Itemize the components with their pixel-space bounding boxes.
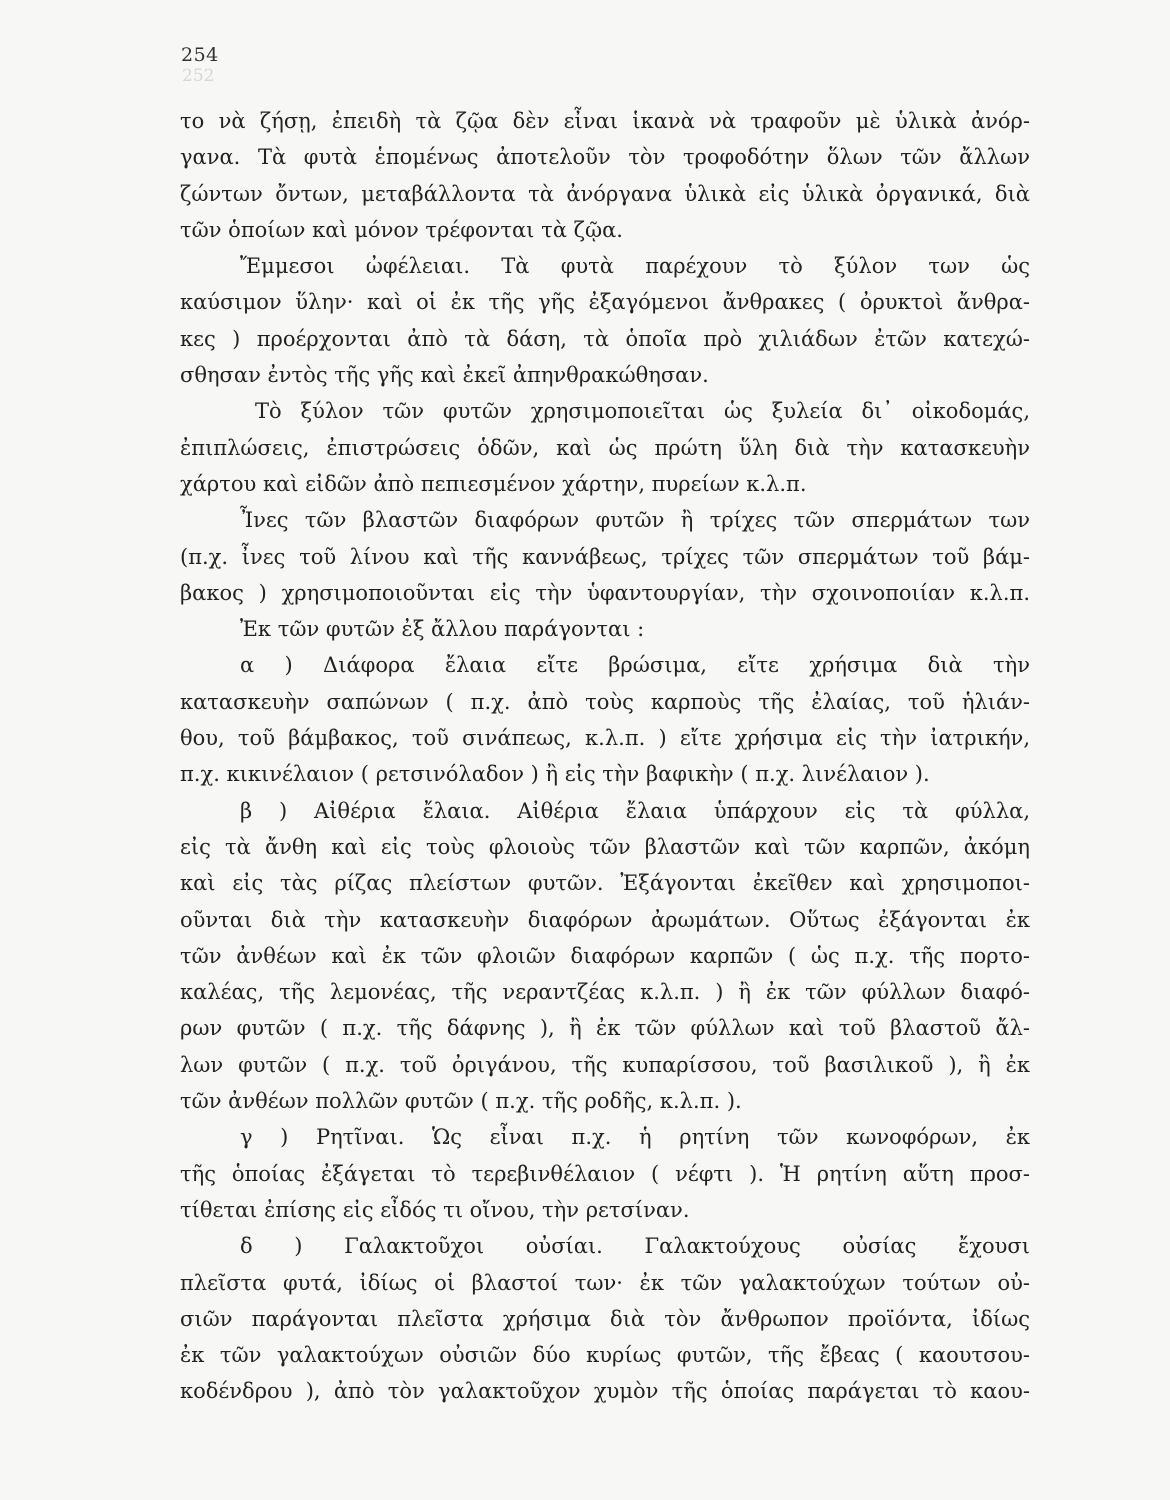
text-line: (π.χ. ἶνες τοῦ λίνου καὶ τῆς καννάβεως, τρίχες τῶν σπερμάτων τοῦ βάμ- [180,544,1030,569]
text-line: ἐκ τῶν γαλακτούχων οὐσιῶν δύο κυρίως φυτῶν, τῆς ἔβεας ( καουτσου- [180,1343,1030,1368]
text-line: καλέας, τῆς λεμονέας, τῆς νεραντζέας κ.λ.π. ) ἢ ἐκ τῶν φύλλων διαφό- [180,980,1030,1005]
text-line: λων φυτῶν ( π.χ. τοῦ ὀριγάνου, τῆς κυπαρίσσου, τοῦ βασιλικοῦ ), ἢ ἐκ [180,1052,1030,1077]
text-line: εἰς τὰ ἄνθη καὶ εἰς τοὺς φλοιοὺς τῶν βλαστῶν καὶ τῶν καρπῶν, ἀκόμη [180,834,1030,859]
text-line: τῶν ὁποίων καὶ μόνον τρέφονται τὰ ζῷα. [180,217,623,242]
text-line: χάρτου καὶ εἰδῶν ἀπὸ πεπιεσμένον χάρτην, πυρείων κ.λ.π. [180,471,807,496]
text-line: σθησαν ἐντὸς τῆς γῆς καὶ ἐκεῖ ἀπηνθρακώθησαν. [180,363,709,388]
body-text [180,103,1030,1410]
text-line: τῶν ἀνθέων πολλῶν φυτῶν ( π.χ. τῆς ροδῆς, κ.λ.π. ). [180,1089,742,1114]
text-line: θου, τοῦ βάμβακος, τοῦ σινάπεως, κ.λ.π. ) εἴτε χρήσιμα εἰς τὴν ἰατρικήν, [180,726,1030,751]
text-line: κες ) προέρχονται ἀπὸ τὰ δάση, τὰ ὁποῖα πρὸ χιλιάδων ἐτῶν κατεχώ- [180,326,1030,351]
text-line: καύσιμον ὕλην· καὶ οἱ ἐκ τῆς γῆς ἐξαγόμενοι ἄνθρακες ( ὀρυκτοὶ ἄνθρα- [180,290,1030,315]
text-line: πλεῖστα φυτά, ἰδίως οἱ βλαστοί των· ἐκ τῶν γαλακτούχων τούτων οὐ- [180,1270,1030,1295]
text-line: σιῶν παράγονται πλεῖστα χρήσιμα διὰ τὸν ἄνθρωπον προϊόντα, ἰδίως [180,1306,1030,1331]
section-heading-line: δ ) Γαλακτοῦχοι οὐσίαι. Γαλακτούχους οὐσίας ἔχουσι [240,1234,1030,1259]
text-line: Τὸ ξύλον τῶν φυτῶν χρησιμοποιεῖται ὡς ξυλεία δι᾿ οἰκοδομάς, [255,399,1030,424]
text-line: το νὰ ζήσῃ, ἐπειδὴ τὰ ζῷα δὲν εἶναι ἱκανὰ νὰ τραφοῦν μὲ ὑλικὰ ἀνόρ- [180,109,1030,133]
bleed-through-page-number: 252 [182,66,215,86]
text-line: γανα. Τὰ φυτὰ ἑπομένως ἀποτελοῦν τὸν τροφοδότην ὅλων τῶν ἄλλων [180,145,1030,170]
text-line: τῆς ὁποίας ἐξάγεται τὸ τερεβινθέλαιον ( νέφτι ). Ἡ ρητίνη αὕτη προσ- [180,1161,1030,1186]
text-line: κοδένδρου ), ἀπὸ τὸν γαλακτοῦχον χυμὸν τῆς ὁποίας παράγεται τὸ καου- [180,1379,1030,1404]
text-line: Ἐκ τῶν φυτῶν ἐξ ἄλλου παράγονται : [240,617,645,642]
text-line: π.χ. κικινέλαιον ( ρετσινόλαδον ) ἢ εἰς τὴν βαφικὴν ( π.χ. λινέλαιον ). [180,762,930,787]
section-heading-line: Ἔμμεσοι ὠφέλειαι. Τὰ φυτὰ παρέχουν τὸ ξύλον των ὡς [240,254,1030,279]
section-heading-line: β ) Αἰθέρια ἔλαια. Αἰθέρια ἔλαια ὑπάρχουν εἰς τὰ φύλλα, [240,798,1030,823]
text-line: τίθεται ἐπίσης εἰς εἶδός τι οἴνου, τὴν ρετσίναν. [180,1197,690,1222]
text-line: ζώντων ὄντων, μεταβάλλοντα τὰ ἀνόργανα ὑλικὰ εἰς ὑλικὰ ὀργανικά, διὰ [180,181,1030,206]
text-line: οῦνται διὰ τὴν κατασκευὴν διαφόρων ἀρωμάτων. Οὕτως ἐξάγονται ἐκ [180,907,1030,932]
text-line: καὶ εἰς τὰς ρίζας πλείστων φυτῶν. Ἐξάγονται ἐκεῖθεν καὶ χρησιμοποι- [180,871,1030,896]
text-line: βακος ) χρησιμοποιοῦνται εἰς τὴν ὑφαντουργίαν, τὴν σχοινοποιίαν κ.λ.π. [180,580,1030,605]
section-heading-line: γ ) Ρητῖναι. Ὡς εἶναι π.χ. ἡ ρητίνη τῶν κωνοφόρων, ἐκ [240,1125,1030,1150]
text-line: Ἶνες τῶν βλαστῶν διαφόρων φυτῶν ἢ τρίχες τῶν σπερμάτων των [240,508,1030,533]
text-line: κατασκευὴν σαπώνων ( π.χ. ἀπὸ τοὺς καρποὺς τῆς ἐλαίας, τοῦ ἡλιάν- [180,689,1030,714]
page-number: 254 [181,44,219,66]
section-heading-line: α ) Διάφορα ἔλαια εἴτε βρώσιμα, εἴτε χρήσιμα διὰ τὴν [240,653,1030,678]
text-line: ἐπιπλώσεις, ἐπιστρώσεις ὁδῶν, καὶ ὡς πρώτη ὕλη διὰ τὴν κατασκευὴν [180,435,1030,460]
text-line: τῶν ἀνθέων καὶ ἐκ τῶν φλοιῶν διαφόρων καρπῶν ( ὡς π.χ. τῆς πορτο- [180,943,1030,968]
text-line: ρων φυτῶν ( π.χ. τῆς δάφνης ), ἢ ἐκ τῶν φύλλων καὶ τοῦ βλαστοῦ ἄλ- [180,1016,1030,1041]
